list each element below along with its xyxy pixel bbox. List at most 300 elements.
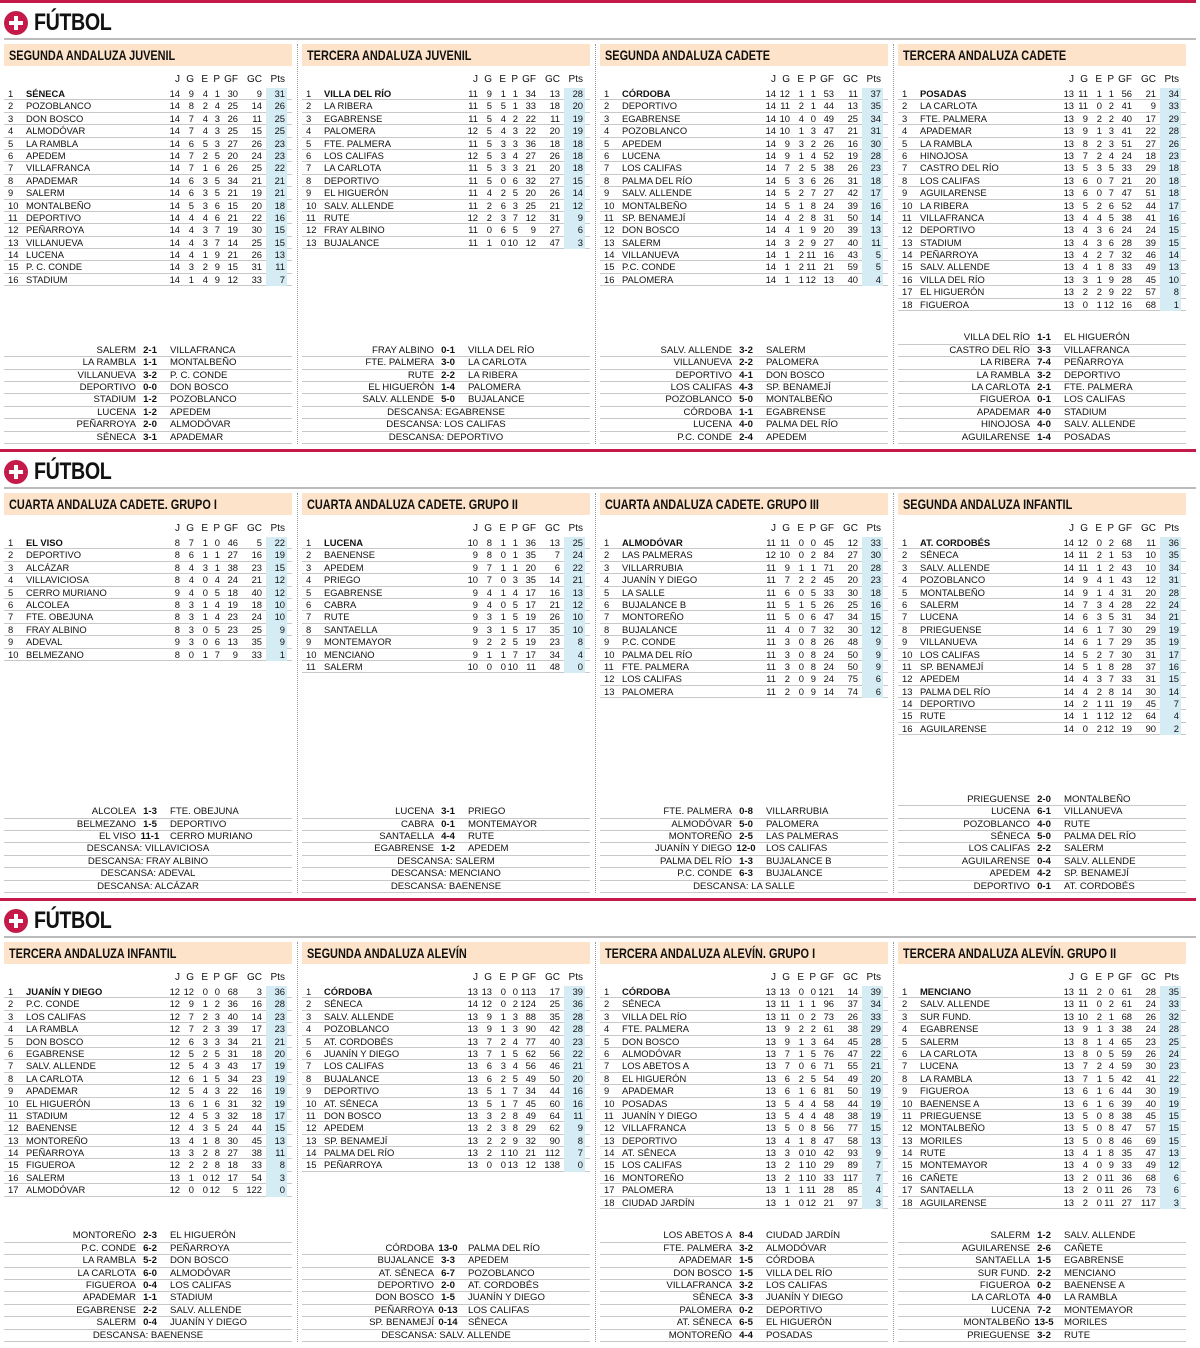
cell-p: 9 [1108, 1159, 1114, 1171]
cell-team: HINOJOSA [920, 149, 968, 161]
cell-team: AGUILARENSE [920, 1196, 987, 1208]
cell-gf: 35 [525, 549, 536, 561]
cell-e: 1 [1096, 1147, 1102, 1159]
away-team: POSADAS [766, 1329, 813, 1341]
cell-gc: 23 [251, 561, 262, 573]
cell-gf: 33 [525, 100, 536, 112]
cell-pos: 8 [902, 623, 908, 635]
competition-block [898, 44, 1186, 444]
away-team: ALMODÓVAR [170, 1267, 231, 1279]
cell-team: VILLA DEL RÍO [920, 273, 985, 285]
cell-j: 14 [765, 112, 776, 124]
standings-row [302, 986, 590, 998]
cell-g: 7 [486, 574, 492, 586]
standings-row [4, 200, 292, 212]
cell-team: POZOBLANCO [26, 100, 92, 112]
cell-j: 13 [765, 1122, 776, 1134]
cell-p: 9 [810, 224, 816, 236]
cell-pts: 19 [266, 1098, 287, 1110]
standings-header [302, 970, 590, 986]
cell-pos: 3 [902, 112, 908, 124]
cell-gf: 21 [227, 187, 238, 199]
cell-team: SALV. ALLENDE [622, 187, 692, 199]
result-row [4, 843, 292, 855]
standings-row [898, 1036, 1186, 1048]
cell-g: 3 [784, 236, 790, 248]
cell-p: 11 [1104, 1196, 1114, 1208]
cell-pos: 9 [902, 636, 908, 648]
cell-p: 11 [1104, 1171, 1114, 1183]
standings-row [4, 88, 292, 100]
standings-row [898, 599, 1186, 611]
cell-team: STADIUM [26, 273, 68, 285]
standings-header [898, 521, 1186, 537]
cell-g: 9 [784, 1035, 790, 1047]
cell-e: 1 [500, 1023, 506, 1035]
standings-row [898, 200, 1186, 212]
match-score: 1-2 [441, 843, 455, 855]
cell-gf: 20 [525, 561, 536, 573]
cell-gc: 89 [847, 1159, 858, 1171]
cell-gc: 40 [251, 586, 262, 598]
cell-p: 8 [1108, 261, 1114, 273]
cell-team: DEPORTIVO [622, 100, 678, 112]
cell-g: 7 [486, 561, 492, 573]
match-score: 3-0 [441, 357, 455, 369]
cell-team: PALMA DEL RÍO [622, 648, 693, 660]
standings-row [600, 1098, 888, 1110]
cell-e: 0 [798, 986, 804, 997]
cell-p: 0 [214, 986, 220, 997]
cell-gc: 31 [847, 174, 858, 186]
standings-row [600, 599, 888, 611]
cell-gf: 14 [227, 236, 238, 248]
cell-p: 0 [810, 112, 816, 124]
cell-pts: 19 [1160, 636, 1181, 648]
cell-gc: 51 [1145, 187, 1156, 199]
cell-j: 14 [765, 125, 776, 137]
result-row [4, 1255, 292, 1267]
cell-gf: 9 [232, 648, 238, 660]
match-score: 1-2 [143, 406, 157, 418]
cell-p: 6 [1108, 199, 1114, 211]
cell-j: 13 [1063, 1122, 1074, 1134]
cell-team: EGABRENSE [622, 112, 681, 124]
away-team: RUTE [1064, 818, 1091, 830]
standings-row [600, 162, 888, 174]
cell-gc: 39 [1145, 236, 1156, 248]
cell-p: 7 [1108, 187, 1114, 199]
home-team: FIGUEROA [85, 1280, 136, 1292]
cell-p: 2 [1108, 998, 1114, 1010]
cell-p: 1 [1108, 88, 1114, 99]
cell-team: SALERM [324, 660, 363, 672]
cell-team: ALCOLEA [26, 598, 70, 610]
cell-j: 11 [766, 685, 776, 697]
cell-team: DON BOSCO [324, 1109, 382, 1121]
competition-title [302, 44, 590, 66]
match-score: 5-0 [1037, 831, 1051, 843]
cell-p: 7 [1108, 623, 1114, 635]
cell-team: PALMA DEL RÍO [622, 174, 693, 186]
cell-j: 11 [766, 623, 776, 635]
cell-pts: 35 [1160, 549, 1181, 561]
cell-pts: 13 [862, 224, 883, 236]
result-row [898, 407, 1186, 419]
cell-g: 6 [486, 1060, 492, 1072]
cell-gc: 45 [1145, 1109, 1156, 1121]
cell-g: 5 [1082, 1122, 1088, 1134]
cell-gc: 26 [251, 249, 262, 261]
cell-pos: 11 [8, 1109, 18, 1121]
cell-j: 13 [467, 1010, 478, 1022]
cell-pos: 8 [306, 623, 312, 635]
cell-j: 11 [766, 598, 776, 610]
cell-team: LOS CALIFAS [324, 149, 384, 161]
cell-gf: 21 [525, 162, 536, 174]
cell-gc: 117 [1141, 1196, 1156, 1208]
cell-pts: 29 [1160, 113, 1181, 125]
cell-p: 2 [512, 998, 518, 1010]
cell-g: 2 [486, 211, 492, 223]
standings-row [600, 1060, 888, 1072]
standings-row [898, 113, 1186, 125]
away-team: APEDEM [468, 843, 509, 855]
cell-e: 2 [202, 100, 208, 112]
cell-e: 0 [202, 636, 208, 648]
match-score: 8-4 [739, 1230, 753, 1242]
cell-p: 7 [1108, 673, 1114, 685]
cell-g: 0 [486, 224, 492, 236]
cell-gf: 64 [823, 1035, 834, 1047]
cell-gc: 57 [1145, 1122, 1156, 1134]
cell-g: 0 [1082, 298, 1088, 310]
cell-gf: 21 [227, 211, 238, 223]
standings-row [4, 611, 292, 623]
cell-pts: 17 [1160, 200, 1181, 212]
cell-p: 7 [810, 187, 816, 199]
cell-team: PALMA DEL RÍO [324, 1147, 395, 1159]
standings-row [302, 1147, 590, 1159]
cell-gf: 32 [227, 1109, 238, 1121]
result-row [302, 1305, 590, 1317]
cell-g: 6 [188, 187, 194, 199]
cell-e: 2 [500, 636, 506, 648]
cell-p: 0 [1108, 986, 1114, 997]
cell-p: 5 [810, 598, 816, 610]
cell-g: 9 [1082, 586, 1088, 598]
result-row [302, 394, 590, 406]
cell-pos: 3 [306, 1010, 312, 1022]
cell-j: 13 [1063, 998, 1074, 1010]
cell-e: 0 [500, 236, 506, 248]
cell-e: 1 [798, 1184, 804, 1196]
cell-p: 2 [810, 137, 816, 149]
result-row [4, 1330, 292, 1342]
cell-pos: 7 [604, 162, 610, 174]
cell-gc: 45 [251, 1134, 262, 1146]
result-row [302, 357, 590, 369]
column-header-e: E [499, 523, 506, 534]
cell-g: 3 [784, 648, 790, 660]
cell-e: 0 [1096, 537, 1102, 548]
result-row [4, 868, 292, 880]
result-row [600, 881, 888, 893]
column-header-j: J [175, 74, 180, 85]
cell-pts: 14 [1160, 686, 1181, 698]
cell-g: 9 [784, 1023, 790, 1035]
away-team: RUTE [1064, 1329, 1091, 1341]
cell-gf: 29 [823, 1159, 834, 1171]
cell-p: 3 [214, 1035, 220, 1047]
cell-p: 6 [512, 174, 518, 186]
cell-pts: 23 [266, 138, 287, 150]
cell-gf: 47 [1121, 187, 1132, 199]
cell-g: 3 [188, 1147, 194, 1159]
cell-team: ALCÁZAR [26, 561, 70, 573]
cell-team: VILLAFRANCA [26, 162, 91, 174]
cell-team: EGABRENSE [920, 1023, 979, 1035]
cell-team: CÓRDOBA [622, 986, 671, 997]
cell-gf: 32 [525, 174, 536, 186]
cell-team: EGABRENSE [26, 1047, 85, 1059]
cell-team: PALOMERA [622, 685, 674, 697]
cell-team: SÉNECA [324, 998, 363, 1010]
result-row [302, 819, 590, 831]
cell-e: 1 [798, 998, 804, 1010]
cell-gc: 44 [549, 1085, 560, 1097]
cell-team: BUJALANCE B [622, 598, 687, 610]
cell-j: 13 [765, 998, 776, 1010]
cell-e: 0 [798, 1196, 804, 1208]
cell-p: 3 [214, 137, 220, 149]
cell-j: 14 [1063, 648, 1074, 660]
cell-j: 13 [765, 1159, 776, 1171]
cell-team: LOS CALIFAS [622, 673, 682, 685]
cell-g: 3 [784, 636, 790, 648]
cell-pts: 23 [1160, 1060, 1181, 1072]
match-score: 6-2 [143, 1242, 157, 1254]
standings-row [898, 187, 1186, 199]
cell-g: 5 [784, 174, 790, 186]
cell-gc: 18 [1145, 149, 1156, 161]
standings-row [4, 175, 292, 187]
cell-pts: 18 [1160, 162, 1181, 174]
away-team: APEDEM [766, 431, 807, 443]
standings-row [898, 649, 1186, 661]
cell-gc: 21 [1145, 88, 1156, 99]
cell-gc: 112 [545, 1147, 560, 1159]
cell-j: 14 [169, 273, 180, 285]
column-header-pts: Pts [866, 972, 881, 983]
section-title [4, 8, 128, 38]
cell-gc: 64 [549, 1109, 560, 1121]
cell-e: 4 [1096, 574, 1102, 586]
cell-p: 4 [1108, 149, 1114, 161]
cell-pts: 17 [1160, 649, 1181, 661]
standings-row [898, 1060, 1186, 1072]
cell-pos: 16 [604, 273, 615, 285]
home-team: APADEMAR [678, 1255, 732, 1267]
cell-pts: 12 [564, 200, 585, 212]
cell-gf: 24 [823, 648, 834, 660]
cell-gc: 27 [549, 174, 560, 186]
cell-pos: 8 [8, 174, 14, 186]
cell-pts: 11 [266, 1147, 287, 1159]
cell-j: 11 [766, 636, 776, 648]
cell-p: 8 [810, 660, 816, 672]
cell-team: MONTOREÑO [622, 1171, 684, 1183]
cell-gc: 21 [549, 199, 560, 211]
cell-p: 1 [810, 561, 816, 573]
home-team: SALERM [96, 344, 136, 356]
cell-team: DEPORTIVO [622, 1134, 678, 1146]
column-header-e: E [1095, 74, 1102, 85]
cell-g: 4 [188, 224, 194, 236]
cell-j: 12 [765, 549, 776, 561]
cell-j: 13 [765, 1097, 776, 1109]
column-header-gf: GF [224, 523, 238, 534]
cell-j: 13 [1063, 1097, 1074, 1109]
cell-gf: 43 [1121, 561, 1132, 573]
cell-pos: 4 [902, 1023, 908, 1035]
cell-pts: 22 [862, 1048, 883, 1060]
cell-pts: 20 [564, 1073, 585, 1085]
cell-p: 4 [1108, 598, 1114, 610]
cell-e: 2 [798, 187, 804, 199]
cell-team: MONTALBEÑO [622, 199, 687, 211]
cell-pts: 0 [266, 1184, 287, 1196]
cell-e: 1 [202, 249, 208, 261]
away-team: SALERM [1064, 843, 1104, 855]
match-score: 5-2 [143, 1255, 157, 1267]
cell-pos: 14 [604, 1147, 615, 1159]
cell-gf: 43 [227, 1060, 238, 1072]
cell-p: 0 [512, 986, 518, 997]
standings-row [898, 624, 1186, 636]
cell-p: 1 [214, 561, 220, 573]
competition-block [4, 942, 292, 1342]
standings-row [600, 261, 888, 273]
cell-team: EL HIGUERÓN [622, 1072, 687, 1084]
cell-gc: 16 [847, 137, 858, 149]
cell-j: 13 [1063, 986, 1074, 997]
cell-j: 9 [472, 561, 478, 573]
standings-row [302, 587, 590, 599]
standings-row [4, 649, 292, 661]
cell-team: BAENENSE [26, 1122, 78, 1134]
cell-gc: 57 [1145, 286, 1156, 298]
cell-team: POZOBLANCO [622, 125, 688, 137]
cell-team: CABRA [324, 598, 357, 610]
cell-team: CÓRDOBA [324, 986, 373, 997]
cell-pos: 4 [902, 125, 908, 137]
cell-p: 5 [512, 636, 518, 648]
cell-pts: 16 [266, 212, 287, 224]
standings-row [600, 100, 888, 112]
cell-p: 5 [1108, 211, 1114, 223]
away-team: SÉNECA [468, 1317, 508, 1329]
cell-pos: 3 [8, 561, 14, 573]
column-header-gc: GC [843, 972, 858, 983]
cell-gc: 20 [1145, 586, 1156, 598]
result-row [4, 831, 292, 843]
away-team: VILLA DEL RÍO [766, 1267, 833, 1279]
cell-pts: 9 [564, 212, 585, 224]
cell-pos: 2 [8, 100, 14, 112]
cell-gf: 31 [1121, 586, 1132, 598]
cell-pts: 13 [1160, 261, 1181, 273]
result-row [302, 856, 590, 868]
cell-e: 1 [798, 561, 804, 573]
cell-e: 1 [1096, 273, 1102, 285]
cell-j: 10 [467, 574, 478, 586]
cell-p: 6 [1108, 224, 1114, 236]
cell-e: 2 [1096, 1010, 1102, 1022]
standings-row [898, 723, 1186, 735]
cell-g: 5 [486, 1097, 492, 1109]
cell-pos: 8 [8, 1072, 14, 1084]
sport-section [0, 449, 1200, 898]
home-team: LOS ABETOS A [663, 1230, 732, 1242]
cell-g: 4 [784, 224, 790, 236]
cell-pts: 13 [266, 249, 287, 261]
cell-pos: 14 [902, 1147, 913, 1159]
cell-pos: 17 [8, 1184, 19, 1196]
home-team: MONTOREÑO [72, 1230, 136, 1242]
cell-team: P. C. CONDE [26, 261, 83, 273]
cell-g: 6 [188, 174, 194, 186]
cell-pts: 18 [564, 162, 585, 174]
cell-j: 11 [766, 648, 776, 660]
result-row [600, 1280, 888, 1292]
cell-pts: 19 [266, 1073, 287, 1085]
standings-row [302, 1159, 590, 1171]
cell-e: 1 [798, 598, 804, 610]
column-divider [595, 942, 596, 1342]
column-header-gf: GF [820, 74, 834, 85]
home-team: LA CARLOTA [971, 382, 1030, 394]
cell-gc: 30 [1145, 685, 1156, 697]
cell-p: 9 [214, 249, 220, 261]
cell-team: SP. BENAMEJÍ [920, 660, 984, 672]
match-score: 4-0 [1037, 1292, 1051, 1304]
away-team: PALOMERA [766, 818, 819, 830]
away-team: MORILES [1064, 1317, 1108, 1329]
cell-g: 5 [486, 174, 492, 186]
cell-j: 14 [1063, 598, 1074, 610]
cell-pos: 1 [306, 88, 312, 99]
away-team: EGABRENSE [1064, 1255, 1124, 1267]
cell-gc: 45 [1145, 698, 1156, 710]
cell-gc: 37 [847, 998, 858, 1010]
cell-pos: 5 [306, 586, 312, 598]
cell-pos: 15 [8, 1159, 19, 1171]
competition-title-text: TERCERA ANDALUZA ALEVÍN. GRUPO I [605, 945, 816, 961]
cell-pos: 5 [306, 1035, 312, 1047]
cell-gc: 35 [549, 623, 560, 635]
standings-header [4, 521, 292, 537]
competition-title-text: TERCERA ANDALUZA ALEVÍN. GRUPO II [903, 945, 1117, 961]
cell-gc: 20 [251, 199, 262, 211]
home-team: ALMODÓVAR [671, 818, 732, 830]
cell-gc: 40 [549, 1035, 560, 1047]
cell-gc: 34 [549, 648, 560, 660]
cell-pts: 15 [1160, 224, 1181, 236]
cell-e: 3 [202, 199, 208, 211]
cell-gc: 35 [1145, 636, 1156, 648]
cell-gc: 46 [1145, 249, 1156, 261]
